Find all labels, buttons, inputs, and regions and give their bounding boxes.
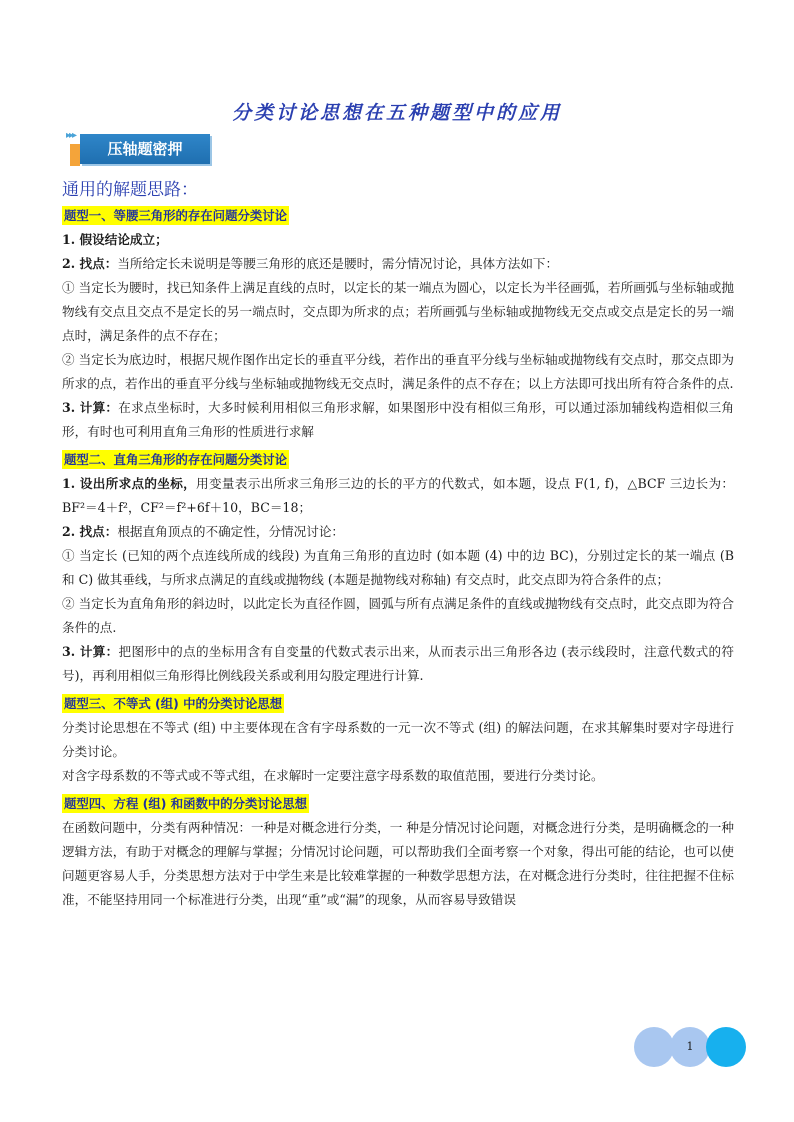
section-heading: 通用的解题思路：: [62, 180, 198, 200]
page-title: 分类讨论思想在五种题型中的应用: [231, 102, 562, 124]
paragraph: [62, 764, 734, 788]
paragraph-text: ① 当定长 (已知的两个点连线所成的线段) 为直角三角形的直边时 (如本题 (4) 中的边 BC)，分别过定长的某一端点 (B 和 C) 做其垂线，与所求点满足的直线或抛物线 (本题是抛物线对称轴) 有交点时，此交点即为符合条件的点；: [62, 548, 734, 587]
paragraph-lead: 2. 找点：: [62, 524, 118, 539]
sections-container: [62, 204, 734, 912]
paragraph-text: ② 当定长为底边时，根据尺规作图作出定长的垂直平分线，若作出的垂直平分线与坐标轴或抛物线有交点时，那交点即为所求的点，若作出的垂直平分线与坐标轴或抛物线无交点时，满足条件的点不存在；以上方法即可找出所有符合条件的点.: [62, 352, 734, 391]
arrow-decoration-icon: ▸▸▸: [66, 130, 76, 141]
document-body: [62, 178, 734, 912]
paragraph: [62, 816, 734, 912]
paragraph: [62, 472, 734, 520]
banner-label: 压轴题密押: [80, 134, 210, 164]
question-type-tag: 题型二、直角三角形的存在问题分类讨论: [64, 452, 288, 467]
paragraph: [62, 276, 734, 348]
page-indicator: [634, 1027, 748, 1067]
page-circle-left: [634, 1027, 674, 1067]
paragraph-text: 对含字母系数的不等式或不等式组，在求解时一定要注意字母系数的取值范围，要进行分类讨论。: [62, 768, 604, 783]
paragraph: [62, 716, 734, 764]
paragraph-lead: 1. 假设结论成立；: [62, 232, 168, 247]
paragraph: [62, 520, 734, 544]
paragraph-text: 用变量表示出所求三角形三边的长的平方的代数式，如本题，设点 F(1, f)，△BCF 三边长为：BF²＝4＋f²，CF²＝f²+6f＋10，BC＝18；: [62, 476, 734, 515]
paragraph-lead: 3. 计算：: [62, 644, 119, 659]
paragraph-text: 当所给定长未说明是等腰三角形的底还是腰时，需分情况讨论，具体方法如下：: [117, 256, 559, 271]
paragraph-lead: 1. 设出所求点的坐标，: [62, 476, 197, 491]
paragraph-lead: 3. 计算：: [62, 400, 119, 415]
paragraph: [62, 592, 734, 640]
paragraph-lead: 2. 找点：: [62, 256, 118, 271]
section-banner: [66, 130, 208, 170]
paragraph-text: 根据直角顶点的不确定性，分情况讨论：: [117, 524, 345, 539]
banner-accent: [70, 144, 80, 166]
paragraph: [62, 348, 734, 396]
paragraph-text: 在函数问题中，分类有两种情况：一种是对概念进行分类，一 种是分情况讨论问题，对概念进行分类，是明确概念的一种逻辑方法，有助于对概念的理解与掌握；分情况讨论问题，可以帮助我们全面考察一个对象，得出可能的结论，也可以使问题更容易人手，分类思想方法对于中学生来是比较难掌握的一种数学思想方法，在对概念进行分类时，往往把握不住标准，不能坚持用同一个标准进行分类，出现“重”或“漏”的现象，从而容易导致错误: [62, 820, 734, 907]
question-type-tag: 题型三、不等式 (组) 中的分类讨论思想: [64, 696, 283, 711]
question-type-tag: 题型一、等腰三角形的存在问题分类讨论: [64, 208, 288, 223]
paragraph-text: 分类讨论思想在不等式 (组) 中主要体现在含有字母系数的一元一次不等式 (组) 的解法问题，在求其解集时要对字母进行分类讨论。: [62, 720, 734, 759]
paragraph: [62, 640, 734, 688]
paragraph: [62, 544, 734, 592]
question-type-tag: 题型四、方程 (组) 和函数中的分类讨论思想: [64, 796, 307, 811]
page-circle-right: [706, 1027, 746, 1067]
paragraph-text: 在求点坐标时，大多时候利用相似三角形求解，如果图形中没有相似三角形，可以通过添加辅线构造相似三角形，有时也可利用直角三角形的性质进行求解: [62, 400, 734, 439]
paragraph-text: ① 当定长为腰时，找已知条件上满足直线的点时，以定长的某一端点为圆心，以定长为半径画弧，若所画弧与坐标轴或抛物线有交点且交点不是定长的另一端点时，交点即为所求的点；若所画弧与坐标轴或抛物线无交点或交点是定长的另一端点时，满足条件的点不存在；: [62, 280, 734, 343]
page-number: 1: [670, 1027, 710, 1067]
paragraph-text: 把图形中的点的坐标用含有自变量的代数式表示出来，从而表示出三角形各边 (表示线段时，注意代数式的符号)，再利用相似三角形得比例线段关系或利用勾股定理进行计算.: [62, 644, 734, 683]
paragraph-text: ② 当定长为直角角形的斜边时，以此定长为直径作圆，圆弧与所有点满足条件的直线或抛物线有交点时，此交点即为符合条件的点.: [62, 596, 734, 635]
paragraph: [62, 228, 734, 252]
paragraph: [62, 396, 734, 444]
paragraph: [62, 252, 734, 276]
